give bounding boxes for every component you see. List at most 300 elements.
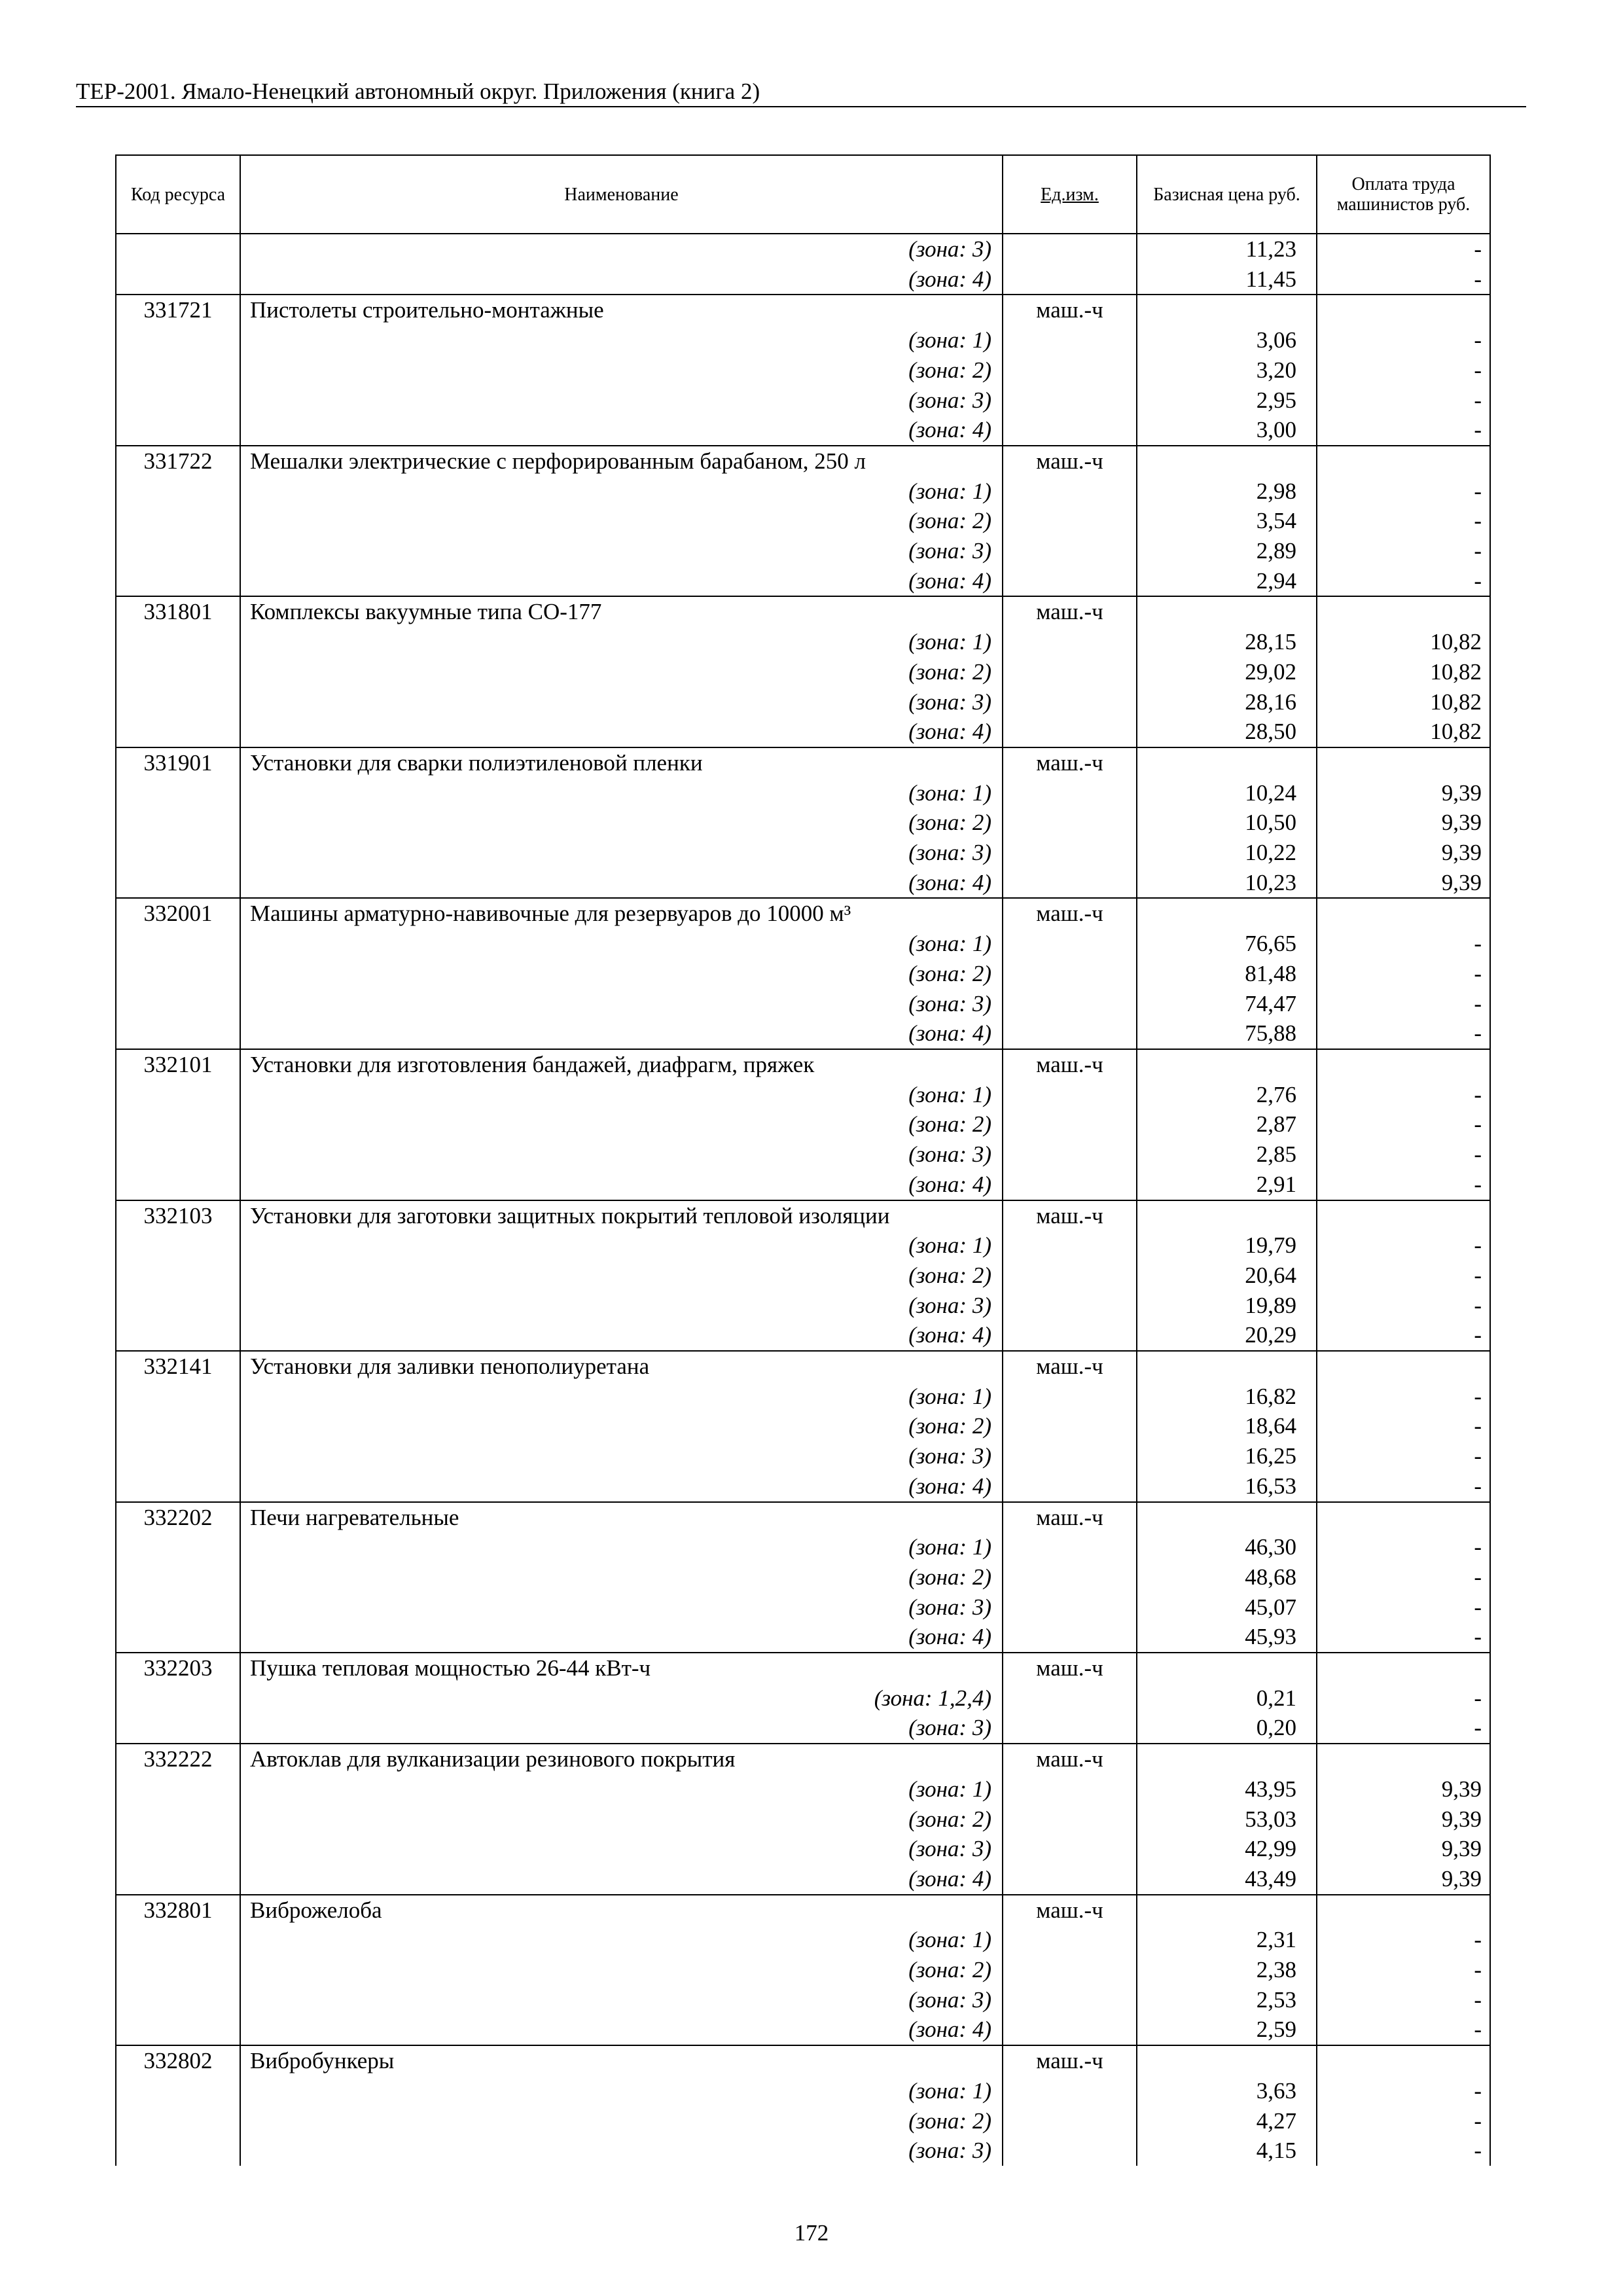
- operator-pay: [1317, 446, 1490, 476]
- zone-row: [116, 989, 1490, 1019]
- unit-cell: [1003, 687, 1137, 717]
- code-cell: [116, 1471, 240, 1502]
- operator-pay: [1317, 1200, 1490, 1231]
- base-price: [1137, 1502, 1317, 1533]
- zone-row: [116, 717, 1490, 747]
- zone-label: (зона: 1): [240, 325, 1003, 355]
- code-cell: [116, 1955, 240, 1985]
- base-price: [1137, 446, 1317, 476]
- operator-pay: -: [1317, 2106, 1490, 2136]
- base-price: 3,20: [1137, 355, 1317, 386]
- zone-row: [116, 1925, 1490, 1955]
- zone-label: (зона: 2): [240, 1261, 1003, 1291]
- code-cell: [116, 1080, 240, 1110]
- base-price: 42,99: [1137, 1834, 1317, 1864]
- zone-row: [116, 1985, 1490, 2015]
- base-price: 4,15: [1137, 2136, 1317, 2166]
- operator-pay: -: [1317, 476, 1490, 507]
- resource-unit: маш.-ч: [1003, 1744, 1137, 1774]
- code-cell: [116, 687, 240, 717]
- operator-pay: -: [1317, 1683, 1490, 1713]
- code-cell: [116, 1261, 240, 1291]
- zone-label: (зона: 1): [240, 778, 1003, 808]
- table-header: [116, 155, 1490, 234]
- zone-label: (зона: 4): [240, 1622, 1003, 1653]
- unit-cell: [1003, 657, 1137, 687]
- unit-cell: [1003, 1230, 1137, 1261]
- code-cell: [116, 1382, 240, 1412]
- resource-code: 332202: [116, 1502, 240, 1533]
- code-cell: [116, 1018, 240, 1049]
- base-price: 45,93: [1137, 1622, 1317, 1653]
- base-price: 2,59: [1137, 2015, 1317, 2045]
- operator-pay: -: [1317, 1320, 1490, 1351]
- resource-name: Автоклав для вулканизации резинового покрытия: [240, 1744, 1003, 1774]
- base-price: 11,45: [1137, 264, 1317, 295]
- zone-label: (зона: 3): [240, 989, 1003, 1019]
- zone-label: (зона: 1,2,4): [240, 1683, 1003, 1713]
- zone-row: [116, 1713, 1490, 1744]
- unit-cell: [1003, 1261, 1137, 1291]
- code-cell: [116, 325, 240, 355]
- code-cell: [116, 1170, 240, 1200]
- code-cell: [116, 2076, 240, 2106]
- code-cell: [116, 1713, 240, 1744]
- operator-pay: -: [1317, 1592, 1490, 1623]
- zone-label: (зона: 2): [240, 1804, 1003, 1835]
- unit-cell: [1003, 989, 1137, 1019]
- code-cell: [116, 506, 240, 536]
- operator-pay: [1317, 747, 1490, 778]
- zone-row: [116, 415, 1490, 446]
- code-cell: [116, 1864, 240, 1895]
- zone-label: (зона: 4): [240, 1018, 1003, 1049]
- unit-cell: [1003, 717, 1137, 747]
- unit-cell: [1003, 868, 1137, 899]
- resource-code: 331901: [116, 747, 240, 778]
- base-price: [1137, 295, 1317, 325]
- base-price: 75,88: [1137, 1018, 1317, 1049]
- base-price: 2,94: [1137, 566, 1317, 597]
- unit-cell: [1003, 1622, 1137, 1653]
- base-price: 16,25: [1137, 1441, 1317, 1471]
- code-cell: [116, 2136, 240, 2166]
- zone-label: (зона: 3): [240, 386, 1003, 416]
- resource-row: [116, 747, 1490, 778]
- resource-name: Машины арматурно-навивочные для резервуаров до 10000 м³: [240, 898, 1003, 929]
- operator-pay: 9,39: [1317, 1774, 1490, 1804]
- zone-row: [116, 355, 1490, 386]
- operator-pay: 10,82: [1317, 687, 1490, 717]
- zone-label: (зона: 1): [240, 1532, 1003, 1562]
- operator-pay: 9,39: [1317, 1834, 1490, 1864]
- resource-unit: маш.-ч: [1003, 596, 1137, 627]
- code-cell: [116, 1622, 240, 1653]
- resource-unit: маш.-ч: [1003, 747, 1137, 778]
- base-price: 16,53: [1137, 1471, 1317, 1502]
- resource-code: 332801: [116, 1895, 240, 1926]
- zone-row: [116, 1382, 1490, 1412]
- unit-cell: [1003, 1139, 1137, 1170]
- code-cell: [116, 627, 240, 657]
- resource-row: [116, 2045, 1490, 2076]
- zone-row: [116, 536, 1490, 566]
- operator-pay: -: [1317, 1562, 1490, 1592]
- zone-label: (зона: 1): [240, 476, 1003, 507]
- unit-cell: [1003, 1170, 1137, 1200]
- base-price: 2,87: [1137, 1109, 1317, 1139]
- code-cell: [116, 1925, 240, 1955]
- operator-pay: 9,39: [1317, 838, 1490, 868]
- base-price: 19,79: [1137, 1230, 1317, 1261]
- base-price: 45,07: [1137, 1592, 1317, 1623]
- resource-name: Установки для изготовления бандажей, диафрагм, пряжек: [240, 1049, 1003, 1080]
- code-cell: [116, 808, 240, 838]
- resource-name: Комплексы вакуумные типа СО-177: [240, 596, 1003, 627]
- code-cell: [116, 1291, 240, 1321]
- zone-row: [116, 2076, 1490, 2106]
- resource-name: Установки для заливки пенополиуретана: [240, 1351, 1003, 1382]
- code-cell: [116, 1592, 240, 1623]
- operator-pay: -: [1317, 2136, 1490, 2166]
- zone-row: [116, 2106, 1490, 2136]
- zone-row: [116, 2136, 1490, 2166]
- operator-pay: 9,39: [1317, 778, 1490, 808]
- col-header-base-price: Базисная цена руб.: [1137, 155, 1317, 234]
- zone-label: (зона: 2): [240, 1955, 1003, 1985]
- unit-cell: [1003, 959, 1137, 989]
- base-price: [1137, 1200, 1317, 1231]
- resource-name: Пистолеты строительно-монтажные: [240, 295, 1003, 325]
- operator-pay: -: [1317, 929, 1490, 959]
- code-cell: [116, 1441, 240, 1471]
- operator-pay: -: [1317, 1985, 1490, 2015]
- operator-pay: -: [1317, 1261, 1490, 1291]
- page-header: ТЕР-2001. Ямало-Ненецкий автономный округ. Приложения (книга 2): [76, 77, 1526, 107]
- operator-pay: -: [1317, 1109, 1490, 1139]
- resource-name: Печи нагревательные: [240, 1502, 1003, 1533]
- operator-pay: -: [1317, 2015, 1490, 2045]
- base-price: 10,23: [1137, 868, 1317, 899]
- base-price: 46,30: [1137, 1532, 1317, 1562]
- zone-label: (зона: 2): [240, 1109, 1003, 1139]
- base-price: 10,50: [1137, 808, 1317, 838]
- base-price: 10,24: [1137, 778, 1317, 808]
- zone-label: (зона: 3): [240, 1139, 1003, 1170]
- zone-row: [116, 1532, 1490, 1562]
- operator-pay: -: [1317, 1382, 1490, 1412]
- base-price: 2,95: [1137, 386, 1317, 416]
- operator-pay: -: [1317, 1441, 1490, 1471]
- zone-row: [116, 476, 1490, 507]
- zone-row: [116, 1864, 1490, 1895]
- zone-row: [116, 657, 1490, 687]
- operator-pay: -: [1317, 536, 1490, 566]
- zone-label: (зона: 4): [240, 1864, 1003, 1895]
- unit-cell: [1003, 1713, 1137, 1744]
- operator-pay: -: [1317, 1080, 1490, 1110]
- zone-row: [116, 1955, 1490, 1985]
- zone-label: (зона: 3): [240, 536, 1003, 566]
- zone-row: [116, 386, 1490, 416]
- operator-pay: [1317, 1502, 1490, 1533]
- zone-label: (зона: 2): [240, 2106, 1003, 2136]
- resource-name: Установки для заготовки защитных покрытий тепловой изоляции: [240, 1200, 1003, 1231]
- zone-label: (зона: 2): [240, 355, 1003, 386]
- unit-cell: [1003, 2136, 1137, 2166]
- unit-cell: [1003, 1562, 1137, 1592]
- operator-pay: 9,39: [1317, 1864, 1490, 1895]
- zone-label: (зона: 3): [240, 1592, 1003, 1623]
- zone-label: (зона: 3): [240, 2136, 1003, 2166]
- resource-code: 332802: [116, 2045, 240, 2076]
- base-price: 3,63: [1137, 2076, 1317, 2106]
- resource-name: Установки для сварки полиэтиленовой пленки: [240, 747, 1003, 778]
- operator-pay: 10,82: [1317, 717, 1490, 747]
- base-price: 43,49: [1137, 1864, 1317, 1895]
- operator-pay: [1317, 295, 1490, 325]
- resource-price-table: [115, 154, 1491, 2166]
- code-cell: [116, 778, 240, 808]
- code-cell: [116, 989, 240, 1019]
- zone-row: [116, 566, 1490, 597]
- operator-pay: 9,39: [1317, 808, 1490, 838]
- base-price: 2,53: [1137, 1985, 1317, 2015]
- base-price: 2,89: [1137, 536, 1317, 566]
- zone-label: (зона: 4): [240, 868, 1003, 899]
- zone-row: [116, 1139, 1490, 1170]
- operator-pay: [1317, 1744, 1490, 1774]
- resource-row: [116, 1744, 1490, 1774]
- base-price: 16,82: [1137, 1382, 1317, 1412]
- zone-row: [116, 1622, 1490, 1653]
- operator-pay: -: [1317, 1532, 1490, 1562]
- unit-cell: [1003, 325, 1137, 355]
- code-cell: [116, 566, 240, 597]
- table-body: [116, 234, 1490, 2166]
- unit-cell: [1003, 1925, 1137, 1955]
- operator-pay: [1317, 898, 1490, 929]
- code-cell: [116, 355, 240, 386]
- resource-code: 332103: [116, 1200, 240, 1231]
- unit-cell: [1003, 415, 1137, 446]
- code-cell: [116, 1683, 240, 1713]
- operator-pay: 9,39: [1317, 868, 1490, 899]
- base-price: 2,85: [1137, 1139, 1317, 1170]
- zone-label: (зона: 3): [240, 1834, 1003, 1864]
- base-price: 3,54: [1137, 506, 1317, 536]
- base-price: [1137, 898, 1317, 929]
- resource-name: Виброжелоба: [240, 1895, 1003, 1926]
- unit-cell: [1003, 1411, 1137, 1441]
- unit-cell: [1003, 2015, 1137, 2045]
- zone-row: [116, 1080, 1490, 1110]
- zone-label: (зона: 3): [240, 838, 1003, 868]
- zone-row: [116, 1471, 1490, 1502]
- base-price: [1137, 1653, 1317, 1683]
- zone-label: (зона: 1): [240, 2076, 1003, 2106]
- resource-row: [116, 1653, 1490, 1683]
- resource-unit: маш.-ч: [1003, 1895, 1137, 1926]
- code-cell: [116, 1834, 240, 1864]
- zone-label: (зона: 2): [240, 657, 1003, 687]
- zone-row: [116, 868, 1490, 899]
- zone-row: [116, 1683, 1490, 1713]
- resource-code: 331721: [116, 295, 240, 325]
- unit-cell: [1003, 778, 1137, 808]
- zone-row: [116, 1109, 1490, 1139]
- resource-name: Вибробункеры: [240, 2045, 1003, 2076]
- col-header-unit-label: Ед.изм.: [1041, 184, 1099, 205]
- zone-row: [116, 1804, 1490, 1835]
- unit-cell: [1003, 536, 1137, 566]
- base-price: [1137, 1744, 1317, 1774]
- base-price: 4,27: [1137, 2106, 1317, 2136]
- operator-pay: -: [1317, 1713, 1490, 1744]
- code-cell: [116, 1562, 240, 1592]
- resource-row: [116, 1895, 1490, 1926]
- unit-cell: [1003, 1291, 1137, 1321]
- base-price: 74,47: [1137, 989, 1317, 1019]
- resource-row: [116, 1200, 1490, 1231]
- zone-row: [116, 1441, 1490, 1471]
- code-cell: [116, 838, 240, 868]
- resource-row: [116, 295, 1490, 325]
- zone-row: [116, 1230, 1490, 1261]
- unit-cell: [1003, 838, 1137, 868]
- zone-label: (зона: 1): [240, 1774, 1003, 1804]
- resource-unit: маш.-ч: [1003, 1200, 1137, 1231]
- zone-row: [116, 1291, 1490, 1321]
- unit-cell: [1003, 929, 1137, 959]
- code-cell: [116, 2015, 240, 2045]
- resource-unit: маш.-ч: [1003, 1351, 1137, 1382]
- unit-cell: [1003, 1834, 1137, 1864]
- unit-cell: [1003, 1774, 1137, 1804]
- base-price: 43,95: [1137, 1774, 1317, 1804]
- resource-row: [116, 1351, 1490, 1382]
- base-price: [1137, 1895, 1317, 1926]
- base-price: [1137, 747, 1317, 778]
- unit-cell: [1003, 627, 1137, 657]
- operator-pay: -: [1317, 1471, 1490, 1502]
- unit-cell: [1003, 2106, 1137, 2136]
- operator-pay: -: [1317, 386, 1490, 416]
- unit-cell: [1003, 264, 1137, 295]
- resource-code: 332001: [116, 898, 240, 929]
- base-price: 3,00: [1137, 415, 1317, 446]
- col-header-unit: [1003, 155, 1137, 234]
- zone-label: (зона: 1): [240, 627, 1003, 657]
- resource-row: [116, 1502, 1490, 1533]
- base-price: 18,64: [1137, 1411, 1317, 1441]
- code-cell: [116, 386, 240, 416]
- zone-row: [116, 1170, 1490, 1200]
- operator-pay: [1317, 1049, 1490, 1080]
- operator-pay: [1317, 2045, 1490, 2076]
- zone-label: (зона: 1): [240, 1080, 1003, 1110]
- zone-row: [116, 627, 1490, 657]
- code-cell: [116, 1320, 240, 1351]
- unit-cell: [1003, 1109, 1137, 1139]
- zone-label: (зона: 4): [240, 1320, 1003, 1351]
- zone-row: [116, 1562, 1490, 1592]
- base-price: 28,16: [1137, 687, 1317, 717]
- resource-unit: маш.-ч: [1003, 1653, 1137, 1683]
- code-cell: [116, 1804, 240, 1835]
- operator-pay: -: [1317, 325, 1490, 355]
- operator-pay: -: [1317, 2076, 1490, 2106]
- code-cell: [116, 536, 240, 566]
- zone-row: [116, 1261, 1490, 1291]
- resource-unit: маш.-ч: [1003, 898, 1137, 929]
- zone-label: (зона: 4): [240, 717, 1003, 747]
- base-price: 2,38: [1137, 1955, 1317, 1985]
- base-price: 76,65: [1137, 929, 1317, 959]
- resource-code: 332203: [116, 1653, 240, 1683]
- unit-cell: [1003, 1864, 1137, 1895]
- zone-label: (зона: 3): [240, 1441, 1003, 1471]
- operator-pay: 10,82: [1317, 657, 1490, 687]
- zone-row: [116, 838, 1490, 868]
- zone-label: (зона: 4): [240, 1170, 1003, 1200]
- zone-row: [116, 929, 1490, 959]
- zone-row: [116, 778, 1490, 808]
- unit-cell: [1003, 1955, 1137, 1985]
- zone-row: [116, 1834, 1490, 1864]
- operator-pay: -: [1317, 1018, 1490, 1049]
- zone-row: [116, 1320, 1490, 1351]
- operator-pay: -: [1317, 1230, 1490, 1261]
- base-price: 53,03: [1137, 1804, 1317, 1835]
- zone-label: (зона: 3): [240, 234, 1003, 264]
- code-cell: [116, 1230, 240, 1261]
- unit-cell: [1003, 2076, 1137, 2106]
- unit-cell: [1003, 1320, 1137, 1351]
- resource-unit: маш.-ч: [1003, 1502, 1137, 1533]
- zone-row: [116, 264, 1490, 295]
- base-price: 0,20: [1137, 1713, 1317, 1744]
- code-cell: [116, 1985, 240, 2015]
- base-price: 2,31: [1137, 1925, 1317, 1955]
- operator-pay: [1317, 1895, 1490, 1926]
- resource-code: 332141: [116, 1351, 240, 1382]
- resource-row: [116, 1049, 1490, 1080]
- zone-label: (зона: 3): [240, 1291, 1003, 1321]
- resource-code: 332222: [116, 1744, 240, 1774]
- zone-row: [116, 1411, 1490, 1441]
- base-price: 81,48: [1137, 959, 1317, 989]
- resource-unit: маш.-ч: [1003, 2045, 1137, 2076]
- code-cell: [116, 868, 240, 899]
- unit-cell: [1003, 1018, 1137, 1049]
- zone-row: [116, 959, 1490, 989]
- unit-cell: [1003, 1471, 1137, 1502]
- operator-pay: -: [1317, 415, 1490, 446]
- code-cell: [116, 234, 240, 264]
- operator-pay: [1317, 596, 1490, 627]
- operator-pay: -: [1317, 1622, 1490, 1653]
- zone-row: [116, 234, 1490, 264]
- operator-pay: -: [1317, 1411, 1490, 1441]
- zone-label: (зона: 1): [240, 929, 1003, 959]
- base-price: 48,68: [1137, 1562, 1317, 1592]
- zone-label: (зона: 4): [240, 1471, 1003, 1502]
- zone-label: (зона: 1): [240, 1230, 1003, 1261]
- resource-code: 332101: [116, 1049, 240, 1080]
- base-price: 28,15: [1137, 627, 1317, 657]
- base-price: 2,98: [1137, 476, 1317, 507]
